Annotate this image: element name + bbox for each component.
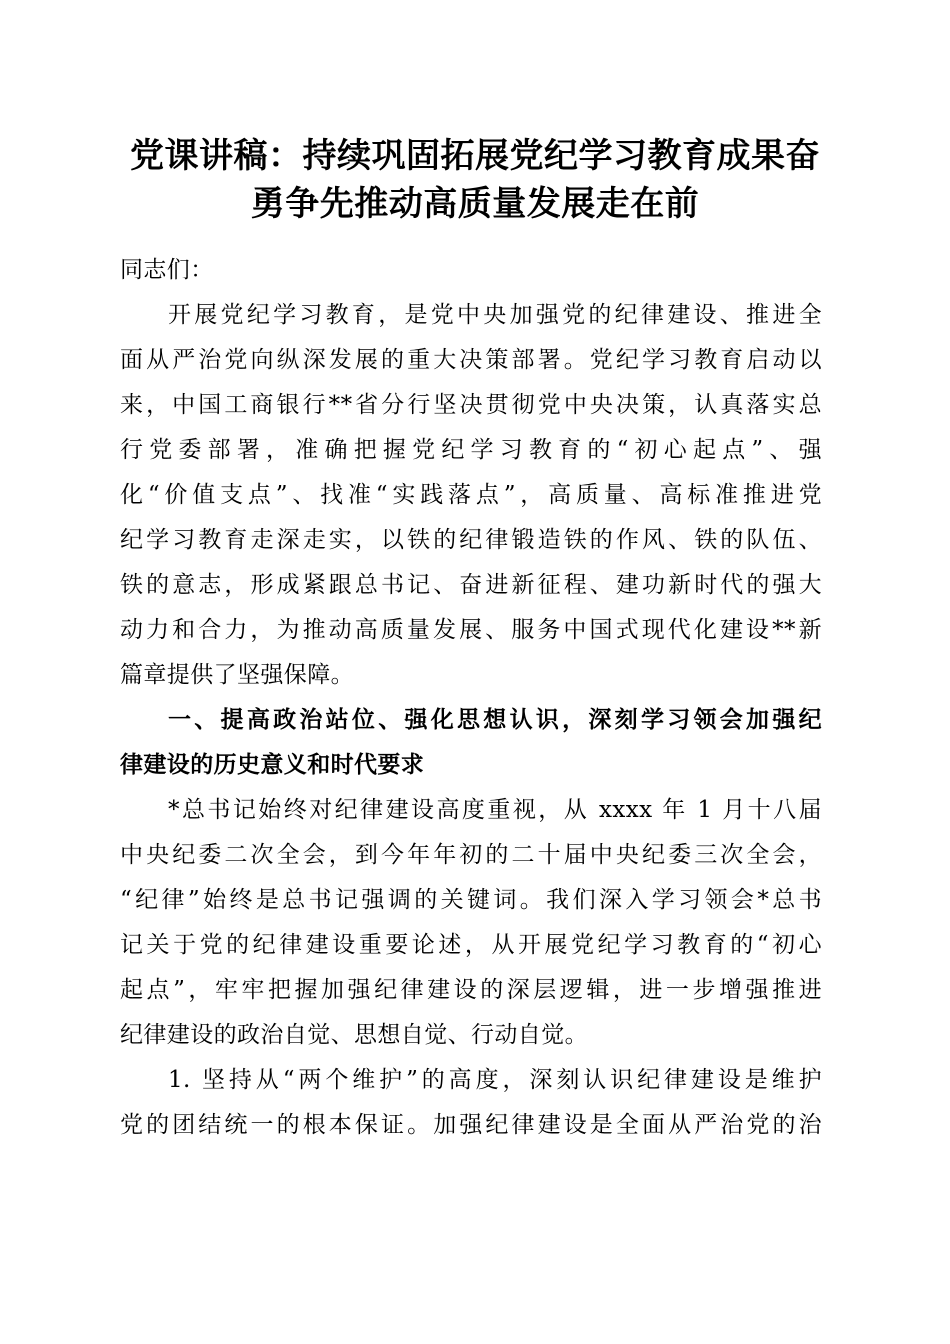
- text-line: 动力和合力，为推动高质量发展、服务中国式现代化建设**新: [120, 617, 822, 643]
- text-line: “纪律”始终是总书记强调的关键词。我们深入学习领会*总书: [120, 887, 822, 913]
- text-line: 篇章提供了坚强保障。: [120, 662, 354, 688]
- text-line: 面从严治党向纵深发展的重大决策部署。党纪学习教育启动以: [120, 347, 822, 373]
- text-line: 中央纪委二次全会，到今年年初的二十届中央纪委三次全会，: [120, 842, 822, 868]
- text-line: 党的团结统一的根本保证。加强纪律建设是全面从严治党的治: [120, 1112, 822, 1138]
- heading-line: 律建设的历史意义和时代要求: [120, 752, 425, 778]
- text-line: 铁的意志，形成紧跟总书记、奋进新征程、建功新时代的强大: [120, 572, 822, 598]
- paragraph-point-1: [120, 1058, 822, 1148]
- text-line: *总书记始终对纪律建设高度重视，从 xxxx 年 1 月十八届: [168, 797, 822, 823]
- paragraph-section-1: [120, 788, 822, 1058]
- document-body: [120, 248, 822, 1148]
- document-title: [110, 132, 840, 228]
- text-line: 1. 坚持从“两个维护”的高度，深刻认识纪律建设是维护: [168, 1067, 822, 1093]
- text-line: 化“价值支点”、找准“实践落点”，高质量、高标准推进党: [120, 482, 822, 508]
- section-heading-1: [120, 698, 822, 788]
- salutation: 同志们：: [120, 257, 214, 283]
- text-line: 开展党纪学习教育，是党中央加强党的纪律建设、推进全: [168, 302, 822, 328]
- text-line: 来，中国工商银行**省分行坚决贯彻党中央决策，认真落实总: [120, 392, 822, 418]
- title-line-2: 勇争先推动高质量发展走在前: [250, 184, 700, 224]
- text-line: 行党委部署，准确把握党纪学习教育的“初心起点”、强: [120, 437, 822, 463]
- text-line: 记关于党的纪律建设重要论述，从开展党纪学习教育的“初心: [120, 932, 822, 958]
- paragraph-intro: [120, 293, 822, 698]
- text-line: 起点”，牢牢把握加强纪律建设的深层逻辑，进一步增强推进: [120, 977, 822, 1003]
- text-line: 纪律建设的政治自觉、思想自觉、行动自觉。: [120, 1022, 588, 1048]
- heading-line: 一、提高政治站位、强化思想认识，深刻学习领会加强纪: [168, 707, 822, 733]
- text-line: 纪学习教育走深走实，以铁的纪律锻造铁的作风、铁的队伍、: [120, 527, 822, 553]
- title-line-1: 党课讲稿：持续巩固拓展党纪学习教育成果奋: [130, 136, 820, 176]
